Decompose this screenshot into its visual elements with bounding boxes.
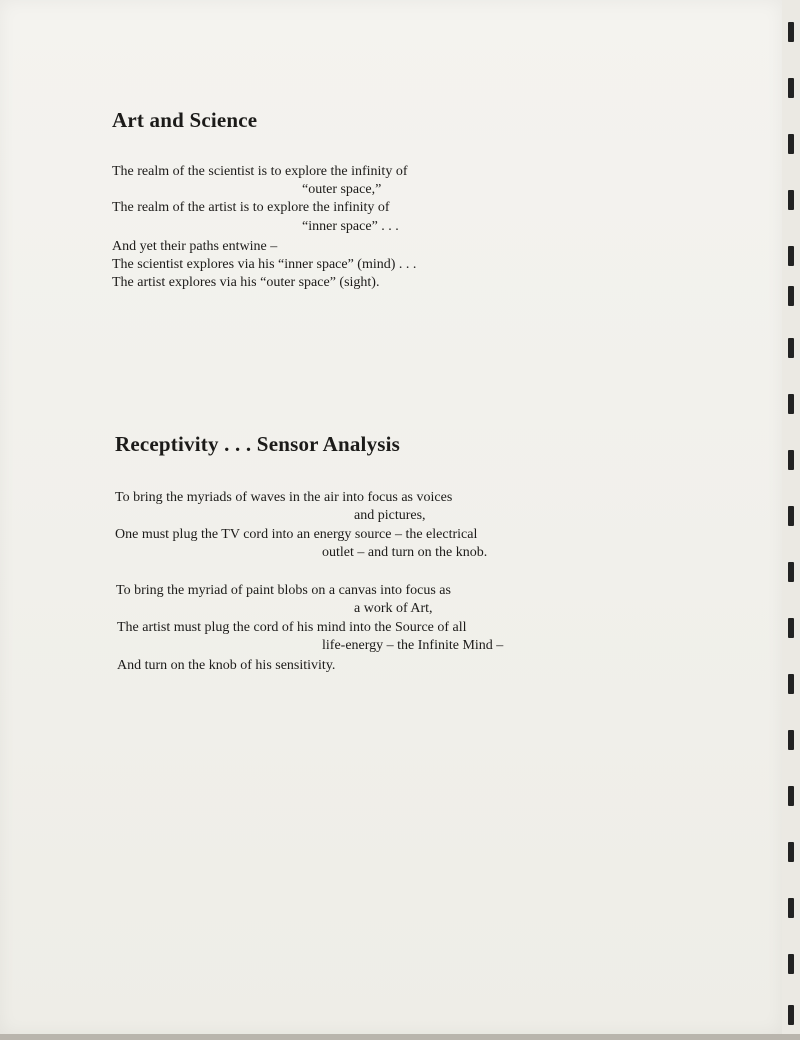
binding-ring <box>788 562 794 582</box>
section-heading: Art and Science <box>112 108 258 132</box>
binding-ring <box>788 842 794 862</box>
binding-ring <box>788 22 794 42</box>
binding-ring <box>788 338 794 358</box>
poem-line: The artist must plug the cord of his mind into the Source of all <box>117 620 467 635</box>
binding-ring <box>788 786 794 806</box>
binding-ring <box>788 1005 794 1025</box>
poem-line: The scientist explores via his “inner space” (mind) . . . <box>112 257 417 272</box>
poem-line: “outer space,” <box>302 182 382 197</box>
poem-line: a work of Art, <box>354 601 433 616</box>
binding-ring <box>788 190 794 210</box>
binding-ring <box>788 674 794 694</box>
poem-line: The realm of the scientist is to explore the infinity of <box>112 164 408 179</box>
binding-ring <box>788 506 794 526</box>
binding-ring <box>788 898 794 918</box>
poem-line: “inner space” . . . <box>302 219 399 234</box>
binding-ring <box>788 450 794 470</box>
binding-ring <box>788 134 794 154</box>
poem-line: One must plug the TV cord into an energy source – the electrical <box>115 527 478 542</box>
poem-line: The realm of the artist is to explore the infinity of <box>112 200 390 215</box>
binding-ring <box>788 286 794 306</box>
poem-line: To bring the myriads of waves in the air into focus as voices <box>115 490 453 505</box>
binding-ring <box>788 730 794 750</box>
poem-line: The artist explores via his “outer space” (sight). <box>112 275 380 290</box>
poem-line: outlet – and turn on the knob. <box>322 545 488 560</box>
poem-line: And yet their paths entwine – <box>112 239 278 254</box>
poem-line: And turn on the knob of his sensitivity. <box>117 658 336 673</box>
poem-line: life-energy – the Infinite Mind – <box>322 638 504 653</box>
section-heading: Receptivity . . . Sensor Analysis <box>115 432 401 456</box>
binding-ring <box>788 618 794 638</box>
binding-ring <box>788 954 794 974</box>
poem-line: To bring the myriad of paint blobs on a canvas into focus as <box>116 583 451 598</box>
poem-line: and pictures, <box>354 508 426 523</box>
binding-ring <box>788 246 794 266</box>
binding-ring <box>788 394 794 414</box>
binding-ring <box>788 78 794 98</box>
page-bottom-edge <box>0 1034 800 1040</box>
